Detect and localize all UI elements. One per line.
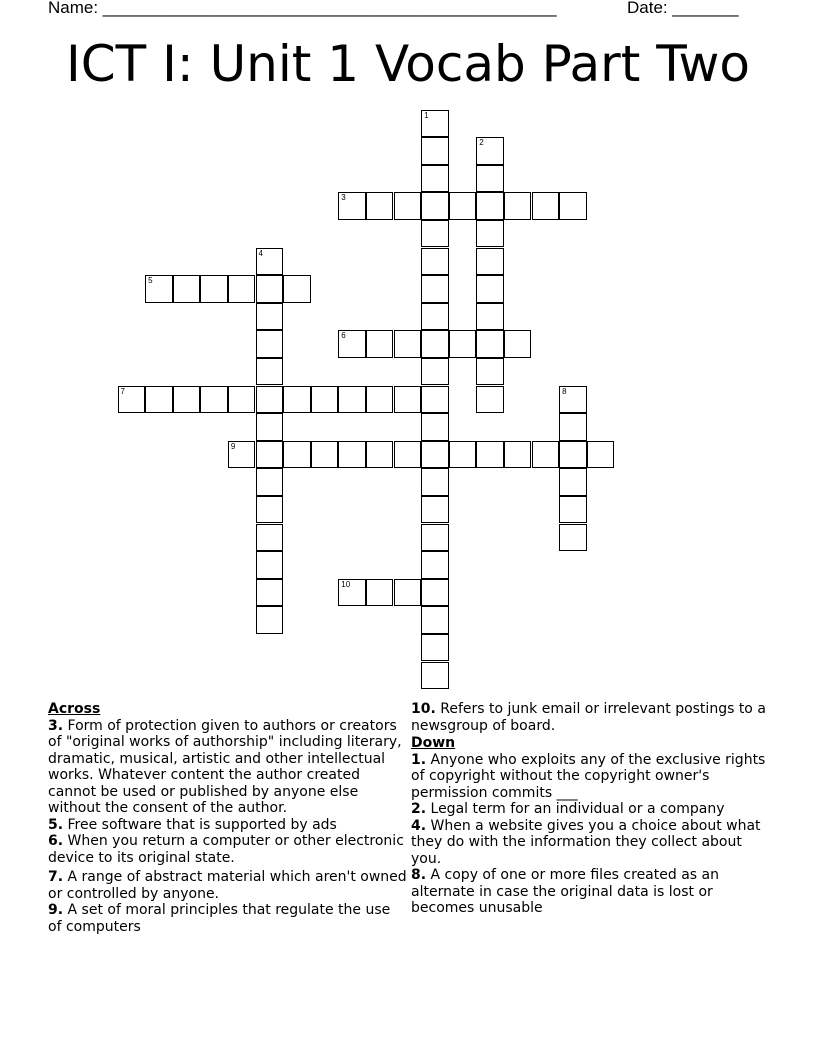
crossword-cell[interactable] xyxy=(338,386,366,414)
crossword-cell[interactable] xyxy=(366,330,394,358)
crossword-cell[interactable] xyxy=(476,275,504,303)
crossword-cell[interactable] xyxy=(173,386,201,414)
clue-across-6: 6. When you return a computer or other electronic device to its original state. xyxy=(48,833,404,866)
crossword-cell[interactable] xyxy=(394,192,422,220)
crossword-cell[interactable] xyxy=(311,386,339,414)
crossword-cell[interactable] xyxy=(283,441,311,469)
crossword-cell[interactable] xyxy=(421,248,449,276)
crossword-cell[interactable] xyxy=(532,192,560,220)
crossword-cell[interactable] xyxy=(532,441,560,469)
crossword-cell[interactable] xyxy=(394,441,422,469)
crossword-cell[interactable] xyxy=(228,441,256,469)
crossword-cell[interactable] xyxy=(421,496,449,524)
clue-across-10: 10. Refers to junk email or irrelevant postings to a newsgroup of board. xyxy=(411,701,766,734)
name-field[interactable]: Name: ________________________________________________ xyxy=(48,0,557,17)
crossword-cell[interactable] xyxy=(256,248,284,276)
crossword-cell[interactable] xyxy=(338,441,366,469)
crossword-cell[interactable] xyxy=(559,524,587,552)
crossword-cell[interactable] xyxy=(366,192,394,220)
across-heading: Across xyxy=(48,701,101,717)
clue-number-label: 4 xyxy=(258,248,263,258)
crossword-cell[interactable] xyxy=(559,441,587,469)
crossword-cell[interactable] xyxy=(504,441,532,469)
crossword-cell[interactable] xyxy=(311,441,339,469)
crossword-cell[interactable] xyxy=(145,386,173,414)
clue-down-4: 4. When a website gives you a choice about what they do with the information they collect about you. xyxy=(411,817,761,867)
crossword-cell[interactable] xyxy=(394,579,422,607)
crossword-cell[interactable] xyxy=(476,441,504,469)
crossword-cell[interactable] xyxy=(366,386,394,414)
crossword-cell[interactable] xyxy=(145,275,173,303)
crossword-cell[interactable] xyxy=(421,358,449,386)
crossword-cell[interactable] xyxy=(559,413,587,441)
crossword-cell[interactable] xyxy=(283,386,311,414)
crossword-cell[interactable] xyxy=(256,579,284,607)
clues-column-right xyxy=(411,700,771,917)
crossword-cell[interactable] xyxy=(366,579,394,607)
crossword-cell[interactable] xyxy=(256,330,284,358)
crossword-cell[interactable] xyxy=(228,275,256,303)
clue-across-7: 7. A range of abstract material which aren't owned or controlled by anyone. xyxy=(48,869,407,902)
crossword-cell[interactable] xyxy=(421,220,449,248)
crossword-cell[interactable] xyxy=(476,330,504,358)
crossword-cell[interactable] xyxy=(504,330,532,358)
crossword-cell[interactable] xyxy=(421,165,449,193)
crossword-cell[interactable] xyxy=(421,524,449,552)
crossword-cell[interactable] xyxy=(559,386,587,414)
clue-number-label: 3 xyxy=(341,193,346,203)
crossword-cell[interactable] xyxy=(338,330,366,358)
crossword-cell[interactable] xyxy=(256,413,284,441)
crossword-cell[interactable] xyxy=(559,496,587,524)
crossword-cell[interactable] xyxy=(421,662,449,690)
crossword-cell[interactable] xyxy=(200,386,228,414)
crossword-cell[interactable] xyxy=(256,524,284,552)
crossword-cell[interactable] xyxy=(421,468,449,496)
crossword-cell[interactable] xyxy=(476,137,504,165)
crossword-cell[interactable] xyxy=(394,330,422,358)
crossword-cell[interactable] xyxy=(118,386,146,414)
crossword-cell[interactable] xyxy=(256,358,284,386)
clues-column-left xyxy=(48,700,408,935)
crossword-cell[interactable] xyxy=(338,192,366,220)
clue-number-label: 1 xyxy=(424,110,429,120)
crossword-cell[interactable] xyxy=(476,386,504,414)
crossword-cell[interactable] xyxy=(366,441,394,469)
clue-down-2: 2. Legal term for an individual or a company xyxy=(411,801,725,817)
crossword-cell[interactable] xyxy=(476,358,504,386)
crossword-cell[interactable] xyxy=(421,413,449,441)
crossword-cell[interactable] xyxy=(421,579,449,607)
clue-number-label: 5 xyxy=(148,276,153,286)
crossword-cell[interactable] xyxy=(256,386,284,414)
crossword-cell[interactable] xyxy=(587,441,615,469)
crossword-cell[interactable] xyxy=(228,386,256,414)
crossword-cell[interactable] xyxy=(256,441,284,469)
crossword-cell[interactable] xyxy=(476,303,504,331)
crossword-cell[interactable] xyxy=(256,468,284,496)
crossword-cell[interactable] xyxy=(256,303,284,331)
clue-number-label: 10 xyxy=(341,579,351,589)
crossword-cell[interactable] xyxy=(173,275,201,303)
crossword-cell[interactable] xyxy=(476,192,504,220)
clue-number-label: 8 xyxy=(562,386,567,396)
crossword-cell[interactable] xyxy=(559,192,587,220)
crossword-cell[interactable] xyxy=(476,248,504,276)
crossword-cell[interactable] xyxy=(421,551,449,579)
crossword-cell[interactable] xyxy=(338,579,366,607)
crossword-cell[interactable] xyxy=(449,330,477,358)
crossword-cell[interactable] xyxy=(504,192,532,220)
crossword-cell[interactable] xyxy=(476,220,504,248)
crossword-cell[interactable] xyxy=(449,441,477,469)
crossword-cell[interactable] xyxy=(200,275,228,303)
crossword-cell[interactable] xyxy=(449,192,477,220)
crossword-cell[interactable] xyxy=(256,551,284,579)
crossword-cell[interactable] xyxy=(394,386,422,414)
clue-number-label: 9 xyxy=(230,441,236,451)
down-heading: Down xyxy=(411,735,456,751)
clue-number-label: 7 xyxy=(120,386,125,396)
clue-down-1: 1. Anyone who exploits any of the exclusive rights of copyright without the copyright owner's permission commits ___ xyxy=(411,751,766,801)
crossword-cell[interactable] xyxy=(421,606,449,634)
crossword-cell[interactable] xyxy=(421,330,449,358)
clue-down-8: 8. A copy of one or more files created as an alternate in case the original data is lost or becomes unusable xyxy=(411,867,719,916)
crossword-cell[interactable] xyxy=(421,441,449,469)
crossword-cell[interactable] xyxy=(421,386,449,414)
crossword-cell[interactable] xyxy=(421,275,449,303)
clue-number-label: 6 xyxy=(341,331,346,341)
clue-across-9: 9. A set of moral principles that regulate the use of computers xyxy=(48,902,391,935)
crossword-cell[interactable] xyxy=(283,275,311,303)
clue-across-3: 3. Form of protection given to authors or creators of "original works of authorship" including literary, dramatic, musical, artistic and other intellectual works. Whatever content the author created cannot be used or published by anyone else without the consent of the author. xyxy=(48,717,402,816)
crossword-cell[interactable] xyxy=(421,110,449,138)
crossword-cell[interactable] xyxy=(256,496,284,524)
crossword-cell[interactable] xyxy=(421,634,449,662)
crossword-cell[interactable] xyxy=(256,275,284,303)
clue-number-label: 2 xyxy=(479,138,484,148)
crossword-cell[interactable] xyxy=(256,606,284,634)
worksheet-title: ICT I: Unit 1 Vocab Part Two xyxy=(66,35,750,93)
crossword-cell[interactable] xyxy=(421,303,449,331)
crossword-cell[interactable] xyxy=(421,192,449,220)
crossword-cell[interactable] xyxy=(421,137,449,165)
crossword-cell[interactable] xyxy=(559,468,587,496)
clue-across-5: 5. Free software that is supported by ads xyxy=(48,816,337,833)
crossword-cell[interactable] xyxy=(476,165,504,193)
date-field[interactable]: Date: _______ xyxy=(627,0,739,17)
